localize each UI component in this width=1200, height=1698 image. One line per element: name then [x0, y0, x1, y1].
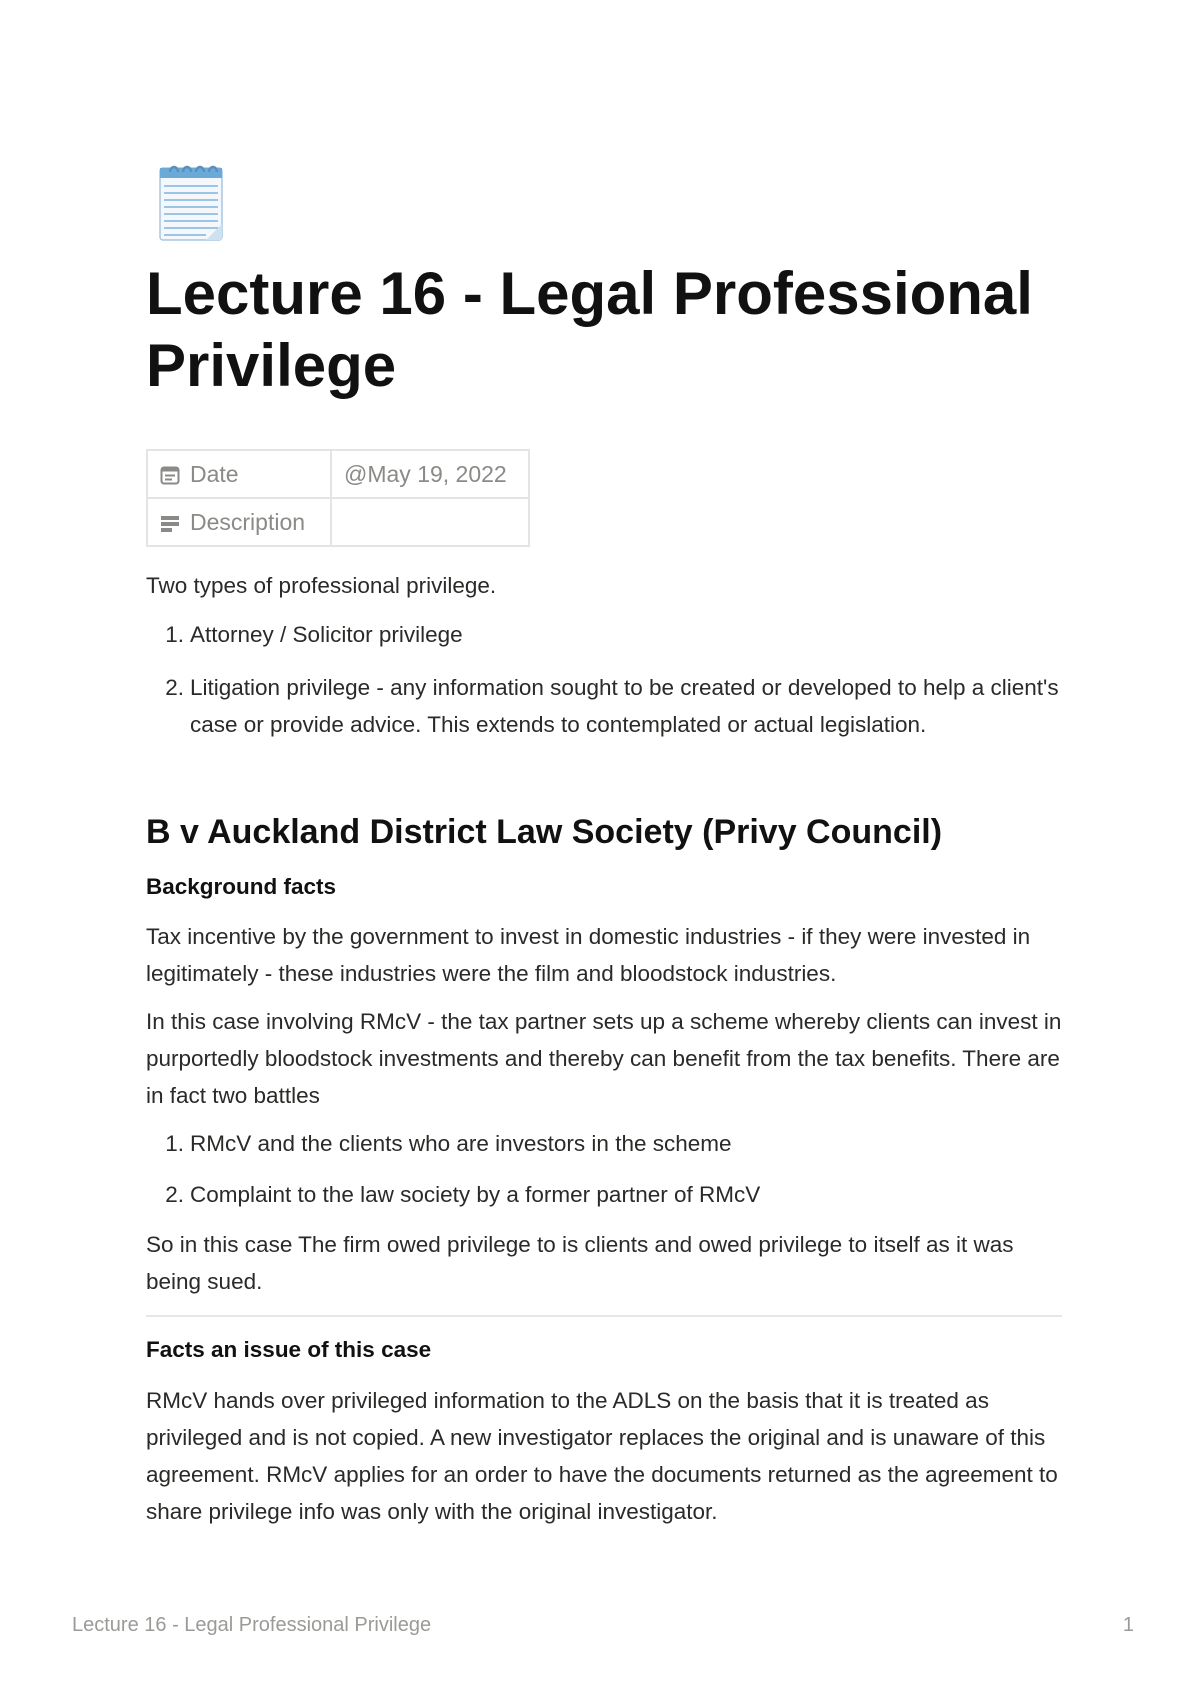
notepad-icon: [156, 158, 228, 242]
list-number: 2.: [165, 675, 184, 700]
page-number: 1: [1122, 1614, 1134, 1636]
list-item: Complaint to the law society by a former partner of RMcV: [190, 1182, 761, 1207]
paragraph: So in this case The firm owed privilege to is clients and owed privilege to itself as it was being sued.: [146, 1232, 1014, 1294]
properties-table: [146, 449, 530, 547]
property-key-label: Date: [190, 460, 239, 487]
paragraph: RMcV hands over privileged information to the ADLS on the basis that it is treated as privileged and is not copied. A new investigator replaces the original and is unaware of this agreement. RMcV applies for an order to have the documents returned as the agreement to share privilege info was only with the original investigator.: [146, 1388, 1058, 1524]
property-row-description: [147, 498, 529, 546]
list-number: 1.: [165, 622, 184, 647]
intro-paragraph: Two types of professional privilege.: [146, 573, 497, 598]
list-item: Litigation privilege - any information sought to be created or developed to help a client's case or provide advice. This extends to contemplated or actual legislation.: [190, 675, 1059, 737]
footer-title: Lecture 16 - Legal Professional Privilege: [72, 1614, 432, 1636]
property-value-date[interactable]: @May 19, 2022: [331, 450, 529, 498]
calendar-icon: [160, 465, 180, 485]
issue-heading: Facts an issue of this case: [146, 1337, 432, 1362]
paragraph: In this case involving RMcV - the tax partner sets up a scheme whereby clients can invest in purportedly bloodstock investments and thereby can benefit from the tax benefits. There are in fact two battles: [146, 1009, 1062, 1108]
property-key-date[interactable]: [147, 450, 331, 498]
divider: [146, 1315, 1062, 1317]
text-lines-icon: [160, 513, 180, 533]
property-value-description[interactable]: [331, 498, 529, 546]
property-key-label: Description: [190, 508, 306, 535]
case-heading: B v Auckland District Law Society (Privy Council): [146, 813, 943, 851]
page-title: Lecture 16 - Legal Professional Privilege: [146, 260, 1033, 399]
paragraph: Tax incentive by the government to invest in domestic industries - if they were invested in legitimately - these industries were the film and bloodstock industries.: [146, 924, 1031, 986]
background-heading: Background facts: [146, 874, 337, 899]
property-row-date: [147, 450, 529, 498]
list-number: 1.: [165, 1131, 184, 1156]
property-key-description[interactable]: [147, 498, 331, 546]
list-item: Attorney / Solicitor privilege: [190, 622, 463, 647]
list-number: 2.: [165, 1182, 184, 1207]
list-item: RMcV and the clients who are investors in the scheme: [190, 1131, 732, 1156]
